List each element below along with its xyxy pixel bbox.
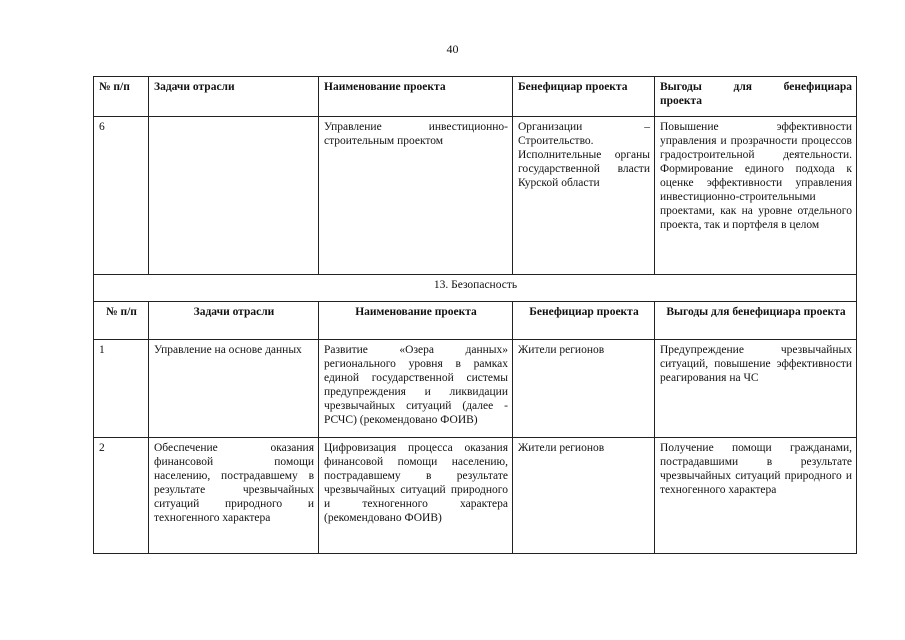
row-tasks: Управление на основе данных: [149, 340, 319, 438]
page-number: 40: [446, 42, 459, 56]
header-beneficiary: Бенефициар проекта: [513, 77, 655, 117]
header-tasks: Задачи отрасли: [149, 302, 319, 340]
table-header-row: [94, 77, 857, 117]
row-num: 6: [94, 117, 149, 275]
row-benefits: Получение помощи гражданами, пострадавшими в результате чрезвычайных ситуаций природного и техногенного характера: [655, 438, 857, 554]
row-project: Развитие «Озера данных» регионального уровня в рамках единой государственной системы предупреждения и ликвидации чрезвычайных ситуаций (далее - РСЧС) (рекомендовано ФОИВ): [319, 340, 513, 438]
header-num: № п/п: [94, 302, 149, 340]
row-project: Цифровизация процесса оказания финансовой помощи населению, пострадавшему в результате чрезвычайных ситуаций природного и техногенного характера (рекомендовано ФОИВ): [319, 438, 513, 554]
row-beneficiary: Жители регионов: [513, 438, 655, 554]
table-row: [94, 117, 857, 275]
row-num: 1: [94, 340, 149, 438]
header-project: Наименование проекта: [319, 77, 513, 117]
row-project: Управление инвестиционно-строительным проектом: [319, 117, 513, 275]
row-tasks: Обеспечение оказания финансовой помощи населению, пострадавшему в результате чрезвычайных ситуаций природного и техногенного характера: [149, 438, 319, 554]
header-benefits: Выгоды для бенефициара проекта: [655, 302, 857, 340]
row-num: 2: [94, 438, 149, 554]
row-beneficiary: Организации – Строительство. Исполнительные органы государственной власти Курской области: [513, 117, 655, 275]
projects-table: [93, 76, 857, 554]
header-beneficiary: Бенефициар проекта: [513, 302, 655, 340]
header-benefits: [655, 77, 857, 117]
row-beneficiary: Жители регионов: [513, 340, 655, 438]
section-row: [94, 275, 857, 302]
row-benefits: Предупреждение чрезвычайных ситуаций, повышение эффективности реагирования на ЧС: [655, 340, 857, 438]
table-row: [94, 340, 857, 438]
header-benefits-line2: проекта: [660, 95, 703, 107]
row-benefits: Повышение эффективности управления и прозрачности процессов градостроительной деятельности. Формирование единого подхода к оценке эффективности управления инвестиционно-строительными проектами, как на уровне отдельного проекта, так и портфеля в целом: [655, 117, 857, 275]
table-header-row: [94, 302, 857, 340]
header-num: № п/п: [94, 77, 149, 117]
row-tasks: [149, 117, 319, 275]
header-tasks: Задачи отрасли: [149, 77, 319, 117]
header-benefits-line1: Выгоды для бенефициара: [660, 81, 852, 93]
section-title: 13. Безопасность: [94, 275, 857, 302]
header-project: Наименование проекта: [319, 302, 513, 340]
table-row: [94, 438, 857, 554]
